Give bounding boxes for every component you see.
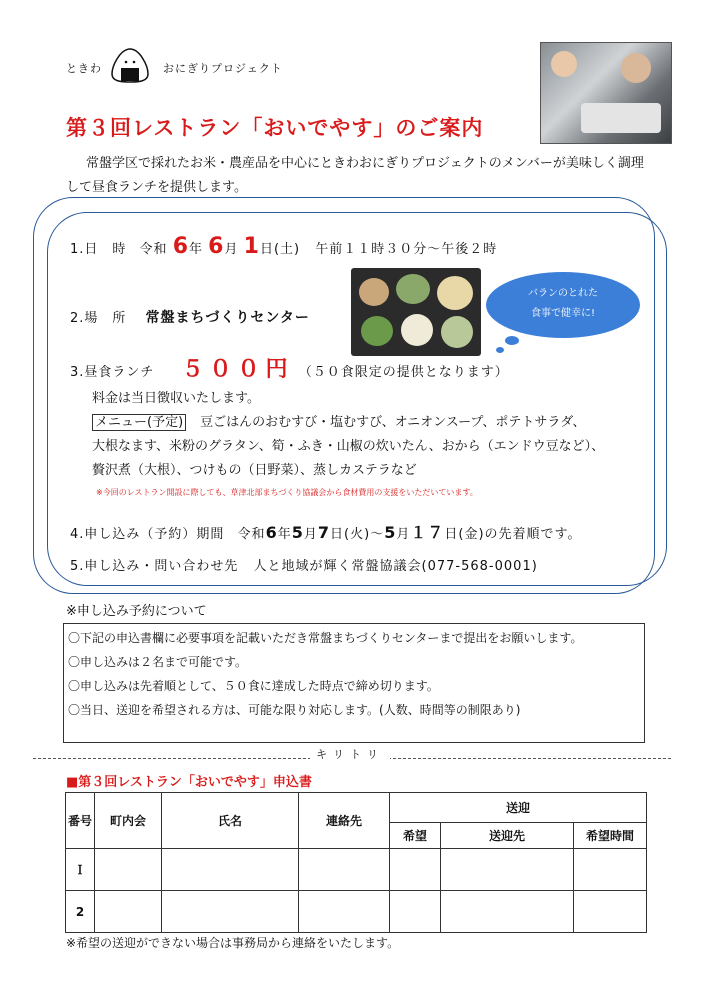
apply-end-month: 5 <box>384 523 397 542</box>
date-day: 1 <box>243 234 260 259</box>
want-cell[interactable] <box>390 891 441 933</box>
apply-row <box>70 520 582 543</box>
org-name: おにぎりプロジェクト <box>163 62 283 75</box>
header-town: 町内会 <box>95 793 162 849</box>
lunch-label: 3.昼食ランチ <box>70 365 155 380</box>
header-transport: 送迎 <box>390 793 647 823</box>
menu-line-2: 大根なます、米粉のグラタン、筍・ふき・山椒の炊いたん、おから（エンドウ豆など）、 <box>92 439 605 454</box>
header-contact: 連絡先 <box>299 793 390 849</box>
contact-value: 人と地域が輝く常盤協議会(077-568-0001) <box>253 559 538 574</box>
row-number: 2 <box>66 891 95 933</box>
menu-line-3: 贅沢煮（大根）、つけもの（日野菜）、蒸しカステラなど <box>92 463 417 478</box>
onigiri-icon <box>110 46 150 84</box>
footer-note: ※希望の送迎ができない場合は事務局から連絡をいたします。 <box>66 936 400 950</box>
apply-end-month-unit: 月 <box>396 527 411 542</box>
apply-era: 令和 <box>237 527 266 542</box>
form-title: ■第３回レストラン「おいでやす」申込書 <box>66 775 312 790</box>
support-note: ※今回のレストラン開設に際しても、草津北部まちづくり協議会から食材費用の支援をいただいています。 <box>96 488 478 497</box>
apply-end-weekday: (金) <box>458 527 485 542</box>
reservation-box <box>63 623 645 743</box>
weekday: (土) <box>273 242 301 257</box>
header-num <box>66 793 95 849</box>
apply-start-day: 7 <box>317 523 331 542</box>
contact-cell[interactable] <box>299 849 390 891</box>
reservation-item: 〇下記の申込書欄に必要事項を記載いただき常盤まちづくりセンターまで提出をお願いします。 <box>68 631 583 645</box>
header-text: ときわ <box>66 62 102 75</box>
place-label: 2.場 所 <box>70 311 127 326</box>
town-cell[interactable] <box>95 849 162 891</box>
date-row <box>70 234 497 259</box>
header-num-text: 番号 <box>67 813 92 828</box>
apply-year: 6 <box>265 523 278 542</box>
event-time: 午前１１時３０分〜午後２時 <box>315 242 498 257</box>
date-month: 6 <box>208 234 225 259</box>
era-label: 令和 <box>139 242 168 257</box>
intro-text: 常盤学区で採れたお米・農産品を中心にときわおにぎりプロジェクトのメンバーが美味しく調理して昼食ランチを提供します。 <box>66 156 644 195</box>
contact-row <box>70 555 538 574</box>
name-cell[interactable] <box>162 849 299 891</box>
contact-label: 5.申し込み・問い合わせ先 <box>70 559 239 574</box>
town-cell[interactable] <box>95 891 162 933</box>
header-time: 希望時間 <box>574 823 647 849</box>
place-value: 常盤まちづくりセンター <box>145 310 310 326</box>
lunch-price: ５００円 <box>181 357 294 382</box>
speech-cloud <box>486 272 640 338</box>
header-dest: 送迎先 <box>441 823 574 849</box>
page-title: 第３回レストラン「おいでやす」のご案内 <box>66 116 484 140</box>
month-unit: 月 <box>224 242 239 257</box>
lunch-note: （５０食限定の提供となります） <box>298 365 509 380</box>
apply-suffix: の先着順です。 <box>484 527 582 542</box>
menu-block <box>92 387 652 483</box>
name-cell[interactable] <box>162 891 299 933</box>
apply-tilde: 〜 <box>370 527 385 542</box>
table-row <box>66 849 647 891</box>
time-cell[interactable] <box>574 891 647 933</box>
apply-end-day-unit: 日 <box>444 527 459 542</box>
year-unit: 年 <box>189 242 204 257</box>
date-label: 1.日 時 <box>70 242 127 257</box>
want-cell[interactable] <box>390 849 441 891</box>
cooking-photo <box>540 42 672 144</box>
header-name: 氏名 <box>162 793 299 849</box>
reservation-heading: ※申し込み予約について <box>66 604 207 619</box>
table-row <box>66 891 647 933</box>
dest-cell[interactable] <box>441 849 574 891</box>
apply-start-weekday: (火) <box>344 527 371 542</box>
cloud-line1: バランのとれた <box>528 288 598 299</box>
row-number: Ｉ <box>66 849 95 891</box>
application-table <box>65 792 647 933</box>
time-cell[interactable] <box>574 849 647 891</box>
apply-end-day: １７ <box>410 523 445 542</box>
day-unit: 日 <box>259 242 274 257</box>
menu-label: メニュー(予定) <box>92 414 186 431</box>
contact-cell[interactable] <box>299 891 390 933</box>
menu-line-1: 豆ごはんのおむすび・塩むすび、オニオンスープ、ポテトサラダ、 <box>200 415 586 430</box>
reservation-item: 〇当日、送迎を希望される方は、可能な限り対応します。(人数、時間等の制限あり) <box>68 703 521 717</box>
lunch-row <box>70 352 509 383</box>
date-year: 6 <box>172 234 190 259</box>
apply-start-month: 5 <box>291 523 304 542</box>
apply-day-unit: 日 <box>330 527 345 542</box>
reservation-item: 〇申し込みは先着順として、５０食に達成した時点で締め切ります。 <box>68 679 439 693</box>
apply-month-unit: 月 <box>303 527 318 542</box>
reservation-item: 〇申し込みは２名まで可能です。 <box>68 655 248 669</box>
dest-cell[interactable] <box>441 891 574 933</box>
apply-year-unit: 年 <box>277 527 292 542</box>
header-want: 希望 <box>390 823 441 849</box>
cloud-line2: 食事で健幸に! <box>530 308 595 319</box>
place-row <box>70 307 310 327</box>
fee-note: 料金は当日徴収いたします。 <box>92 391 260 406</box>
cut-label: キリトリ <box>310 746 390 762</box>
cloud-tail-large <box>505 336 519 345</box>
bento-photo <box>351 268 481 356</box>
apply-label: 4.申し込み（予約）期間 <box>70 527 225 542</box>
